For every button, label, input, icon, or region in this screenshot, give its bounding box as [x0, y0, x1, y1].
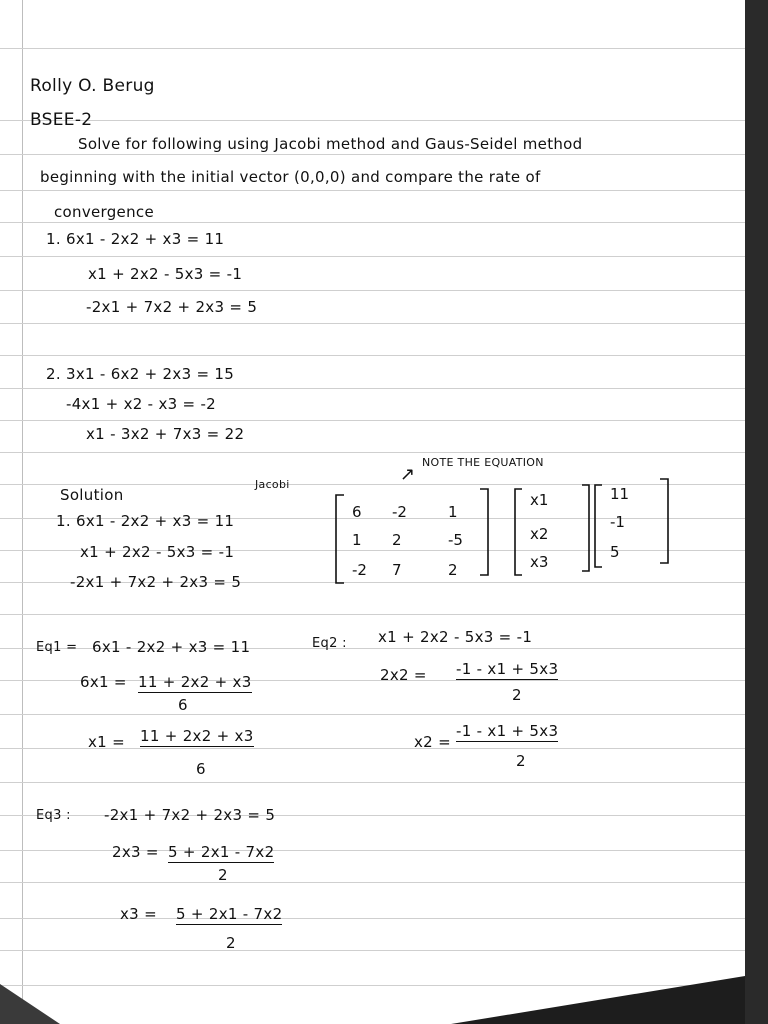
- eq2-lhs2: 2x2 =: [380, 666, 427, 684]
- ruled-line: [0, 388, 745, 389]
- page-corner-shadow: [0, 984, 60, 1024]
- matrix-coef-1-2: -5: [448, 531, 463, 549]
- ruled-line: [0, 256, 745, 257]
- matrix-coef-2-2: 2: [448, 561, 458, 579]
- student-course: BSEE-2: [30, 110, 93, 130]
- matrix-equation: [330, 475, 675, 585]
- method-label: Jacobi: [255, 478, 290, 491]
- problem1-eq3: -2x1 + 7x2 + 2x3 = 5: [86, 298, 258, 316]
- eq3-num2: 5 + 2x1 - 7x2: [168, 843, 275, 861]
- ruled-line: [0, 882, 745, 883]
- ruled-line: [0, 614, 745, 615]
- matrix-coef-2-0: -2: [352, 561, 367, 579]
- problem2-eq2: -4x1 + x2 - x3 = -2: [66, 395, 217, 413]
- solution-eq3: -2x1 + 7x2 + 2x3 = 5: [70, 573, 242, 591]
- problem2-eq3: x1 - 3x2 + 7x3 = 22: [86, 425, 245, 443]
- arrow-icon: ↗: [400, 464, 416, 485]
- eq2-label: Eq2 :: [312, 636, 347, 651]
- problem2-eq1: 2. 3x1 - 6x2 + 2x3 = 15: [46, 365, 235, 383]
- instruction-line-3: convergence: [54, 203, 154, 221]
- eq3-num3: 5 + 2x1 - 7x2: [176, 905, 283, 923]
- matrix-coef-0-0: 6: [352, 503, 362, 521]
- matrix-coef-2-1: 7: [392, 561, 402, 579]
- ruled-line: [0, 355, 745, 356]
- matrix-coef-1-0: 1: [352, 531, 362, 549]
- problem1-eq1: 1. 6x1 - 2x2 + x3 = 11: [46, 230, 225, 248]
- solution-label: Solution: [60, 486, 124, 504]
- matrix-coef-0-1: -2: [392, 503, 407, 521]
- ruled-line: [0, 985, 745, 986]
- ruled-line: [0, 48, 745, 49]
- eq1-lhs3: x1 =: [88, 733, 125, 751]
- solution-eq2: x1 + 2x2 - 5x3 = -1: [80, 543, 235, 561]
- eq2-lhs3: x2 =: [414, 733, 451, 751]
- ruled-line: [0, 452, 745, 453]
- eq1-num3: 11 + 2x2 + x3: [140, 727, 254, 745]
- eq1-line1: 6x1 - 2x2 + x3 = 11: [92, 638, 251, 656]
- eq2-line1: x1 + 2x2 - 5x3 = -1: [378, 628, 533, 646]
- instruction-line-2: beginning with the initial vector (0,0,0) and compare the rate of: [40, 168, 541, 186]
- eq3-line1: -2x1 + 7x2 + 2x3 = 5: [104, 806, 276, 824]
- eq3-lhs3: x3 =: [120, 905, 157, 923]
- coef-bracket-right: [480, 489, 488, 575]
- matrix-coef-1-1: 2: [392, 531, 402, 549]
- var-bracket-left: [515, 489, 522, 575]
- var-bracket-right: [582, 485, 589, 571]
- eq2-num2: -1 - x1 + 5x3: [456, 660, 559, 678]
- ruled-line: [0, 714, 745, 715]
- coef-bracket-left: [336, 495, 344, 583]
- const-bracket-left: [595, 485, 602, 567]
- matrix-var-0: x1: [530, 491, 549, 509]
- const-bracket-right: [660, 479, 668, 563]
- matrix-const-2: 5: [610, 543, 620, 561]
- eq3-den2: 2: [218, 866, 228, 884]
- eq3-den3: 2: [226, 934, 236, 952]
- eq1-num2: 11 + 2x2 + x3: [138, 673, 252, 691]
- solution-eq1: 1. 6x1 - 2x2 + x3 = 11: [56, 512, 235, 530]
- ruled-line: [0, 120, 745, 121]
- matrix-var-1: x2: [530, 525, 549, 543]
- problem1-eq2: x1 + 2x2 - 5x3 = -1: [88, 265, 243, 283]
- eq2-den3: 2: [516, 752, 526, 770]
- ruled-line: [0, 420, 745, 421]
- matrix-coef-0-2: 1: [448, 503, 458, 521]
- eq1-lhs2: 6x1 =: [80, 673, 127, 691]
- eq2-den2: 2: [512, 686, 522, 704]
- ruled-line: [0, 290, 745, 291]
- eq1-label: Eq1 =: [36, 640, 78, 655]
- ruled-line: [0, 323, 745, 324]
- matrix-const-0: 11: [610, 485, 630, 503]
- eq1-den3: 6: [196, 760, 206, 778]
- eq2-num3: -1 - x1 + 5x3: [456, 722, 559, 740]
- ruled-line: [0, 918, 745, 919]
- matrix-var-2: x3: [530, 553, 549, 571]
- matrix-const-1: -1: [610, 513, 625, 531]
- note-text: NOTE THE EQUATION: [422, 456, 544, 469]
- student-name: Rolly O. Berug: [30, 76, 155, 96]
- eq3-label: Eq3 :: [36, 808, 71, 823]
- ruled-line: [0, 950, 745, 951]
- eq1-den2: 6: [178, 696, 188, 714]
- ruled-line: [0, 190, 745, 191]
- instruction-line-1: Solve for following using Jacobi method and Gaus-Seidel method: [78, 135, 583, 153]
- eq3-lhs2: 2x3 =: [112, 843, 159, 861]
- ruled-line: [0, 782, 745, 783]
- page-edge-shadow: [325, 964, 745, 1024]
- ruled-line: [0, 154, 745, 155]
- ruled-line: [0, 222, 745, 223]
